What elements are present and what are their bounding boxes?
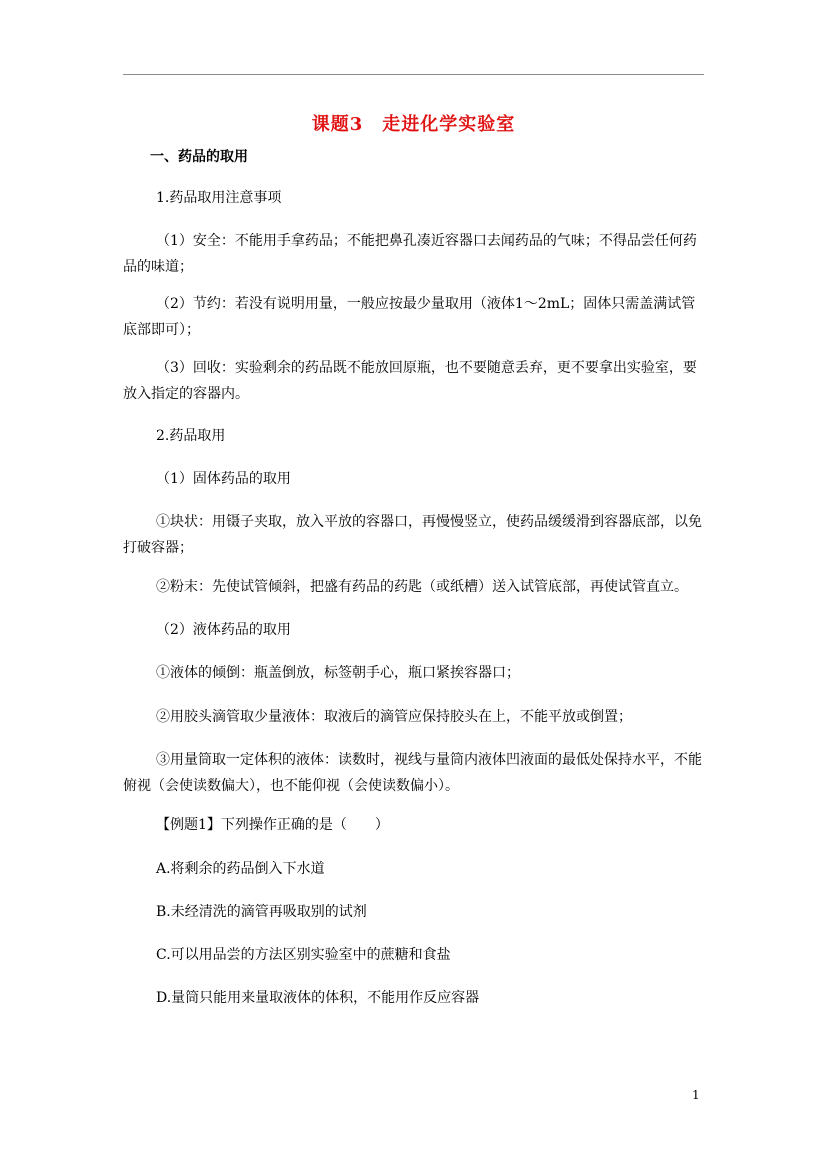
page-title: 课题3 走进化学实验室 — [311, 114, 516, 135]
paragraph-liquid-pour: ①液体的倾倒：瓶盖倒放，标签朝手心，瓶口紧挨容器口； — [156, 665, 520, 681]
subheading-taking: 2.药品取用 — [156, 428, 226, 444]
paragraph-safety: （1）安全：不能用手拿药品；不能把鼻孔凑近容器口去闻药品的气味；不得品尝任何药品的味道； — [123, 233, 697, 275]
section-heading: 一、药品的取用 — [150, 149, 248, 165]
paragraph-liquid-dropper: ②用胶头滴管取少量液体：取液后的滴管应保持胶头在上，不能平放或倒置； — [156, 709, 632, 725]
paragraph-solid-block: ①块状：用镊子夹取，放入平放的容器口，再慢慢竖立，使药品缓缓滑到容器底部，以免打破容器； — [123, 514, 702, 556]
header-rule — [123, 74, 704, 75]
paragraph-liquid-cylinder: ③用量筒取一定体积的液体：读数时，视线与量筒内液体凹液面的最低处保持水平，不能俯视（会使读数偏大），也不能仰视（会使读数偏小）。 — [123, 752, 702, 794]
subheading-liquid: （2）液体药品的取用 — [156, 622, 291, 638]
subheading-precautions: 1.药品取用注意事项 — [156, 190, 282, 206]
page-number: 1 — [692, 1088, 700, 1102]
example-option-d: D.量筒只能用来量取液体的体积，不能用作反应容器 — [156, 990, 480, 1006]
paragraph-saving: （2）节约：若没有说明用量，一般应按最少量取用（液体1～2mL；固体只需盖满试管底部即可）； — [123, 296, 696, 338]
subheading-solid: （1）固体药品的取用 — [156, 471, 291, 487]
paragraph-solid-powder: ②粉末：先使试管倾斜，把盛有药品的药匙（或纸槽）送入试管底部，再使试管直立。 — [156, 579, 688, 595]
example-option-c: C.可以用品尝的方法区别实验室中的蔗糖和食盐 — [156, 947, 451, 963]
example-option-a: A.将剩余的药品倒入下水道 — [156, 861, 325, 877]
example-option-b: B.未经清洗的滴管再吸取别的试剂 — [156, 904, 367, 920]
example-stem: 【例题1】下列操作正确的是（ ） — [156, 817, 389, 833]
paragraph-recycling: （3）回收：实验剩余的药品既不能放回原瓶，也不要随意丢弃，更不要拿出实验室，要放入指定的容器内。 — [123, 360, 697, 402]
